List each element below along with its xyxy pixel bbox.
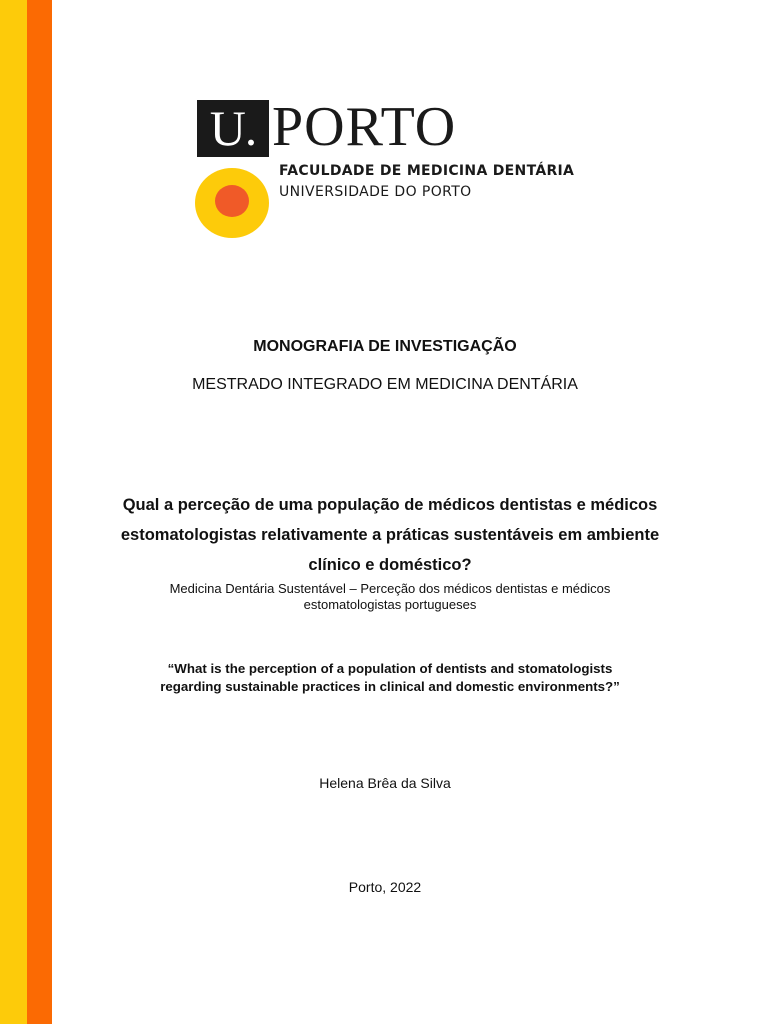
english-title-line: “What is the perception of a population of dentists and stomatologists bbox=[167, 661, 613, 676]
logo-mark-text: U. bbox=[209, 100, 257, 156]
thesis-title-line: clínico e doméstico? bbox=[308, 556, 472, 574]
side-stripe-orange bbox=[27, 0, 52, 1024]
side-stripe-yellow bbox=[0, 0, 27, 1024]
thesis-title bbox=[80, 490, 700, 580]
university-name: UNIVERSIDADE DO PORTO bbox=[279, 184, 472, 200]
english-title bbox=[80, 660, 700, 696]
logo-wordmark: PORTO bbox=[272, 96, 457, 158]
document-type: MONOGRAFIA DE INVESTIGAÇÃO bbox=[253, 338, 517, 355]
thesis-title-line: Qual a perceção de uma população de médicos dentistas e médicos bbox=[122, 496, 658, 514]
thesis-subtitle-line: Medicina Dentária Sustentável – Perceção dos médicos dentistas e médicos bbox=[169, 581, 611, 596]
thesis-subtitle-line: estomatologistas portugueses bbox=[303, 597, 477, 612]
logo-circle-icon bbox=[195, 168, 269, 238]
place-date: Porto, 2022 bbox=[348, 879, 422, 895]
degree-name: MESTRADO INTEGRADO EM MEDICINA DENTÁRIA bbox=[192, 376, 578, 393]
author-name: Helena Brêa da Silva bbox=[319, 775, 451, 791]
logo-mark-box bbox=[197, 100, 269, 157]
english-title-line: regarding sustainable practices in clinical and domestic environments?” bbox=[160, 679, 620, 694]
faculty-name: FACULDADE DE MEDICINA DENTÁRIA bbox=[279, 163, 575, 179]
thesis-subtitle bbox=[130, 581, 650, 613]
thesis-title-line: estomatologistas relativamente a práticas sustentáveis em ambiente bbox=[120, 526, 660, 544]
